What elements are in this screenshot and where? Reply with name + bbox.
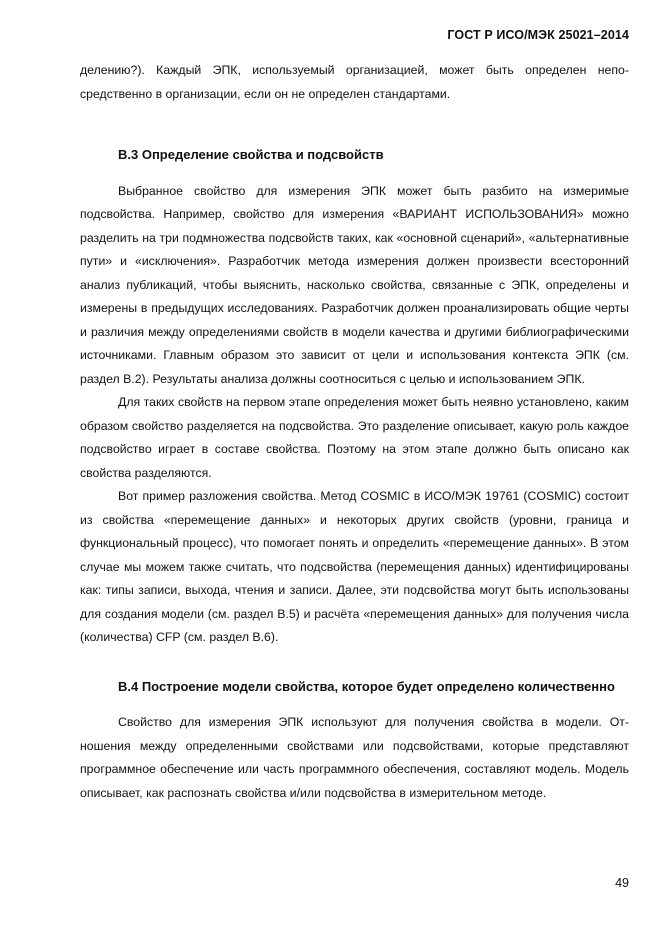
- page-content: [80, 59, 629, 805]
- section-b3-paragraph-2: Для таких свойств на первом этапе определения может быть неявно установлено, каким образом свойство разделяется на подсвойства. Это разделение описывает, какую роль каждое подсвойство играет в составе свойства. Поэтому на этом этапе должно быть описано как свойства разделяются.: [80, 395, 629, 480]
- section-b3-paragraph-1: Выбранное свойство для измерения ЭПК может быть разбито на измеримые подсвойства. Например, свойство для измерения «ВАРИАНТ ИСПОЛЬЗОВАНИЯ» можно разделить на три подмножества подсвойств таких, как «основной сценарий», «альтернативные пути» и «исключения». Разработчик метода измерения должен произвести всесторонний анализ публикаций, чтобы выяснить, насколько свойства, связанные с ЭПК, определены и измерены в предыдущих исследованиях. Разработчик должен проанализировать общие черты и различия между определениями свойств в модели качества и другими библиографическими источниками. Главным образом это зависит от цели и использования контекста ЭПК (см. раздел В.2). Результаты анализа должны соотноситься с целью и использованием ЭПК.: [80, 183, 629, 386]
- section-b3-paragraph-3: Вот пример разложения свойства. Метод COSMIC в ИСО/МЭК 19761 (COSMIC) состоит из свойства «перемещение данных» и некоторых других свойств (уровни, граница и функциональный процесс), что помогает понять и определить «перемещение данных». В этом случае мы можем также считать, что подсвойства (перемещения данных) идентифицированы как: типы записи, выхода, чтения и записи. Далее, эти подсвойства могут быть использованы для создания модели (см. раздел В.5) и расчёта «перемещения данных» для получения числа (количества) CFP (см. раздел В.6).: [80, 489, 629, 644]
- standard-header: ГОСТ Р ИСО/МЭК 25021–2014: [447, 28, 629, 42]
- page-number: 49: [615, 876, 629, 890]
- intro-paragraph: делению?). Каждый ЭПК, используемый организацией, может быть определен непосредственно в организации, если он не определен стандартами.: [80, 63, 629, 101]
- section-b4-heading: В.4 Построение модели свойства, которое будет определено количественно: [118, 678, 615, 694]
- section-b3-heading: В.3 Определение свойства и подсвойств: [118, 147, 384, 162]
- section-b4-paragraph-1: Свойство для измерения ЭПК используют для получения свойства в модели. Отношения между определенными свойствами или подсвойствами, которые представляют программное обеспечение или часть программного обеспечения, составляют модель. Модель описывает, как распознать свойства и/или подсвойства в измерительном методе.: [80, 715, 629, 800]
